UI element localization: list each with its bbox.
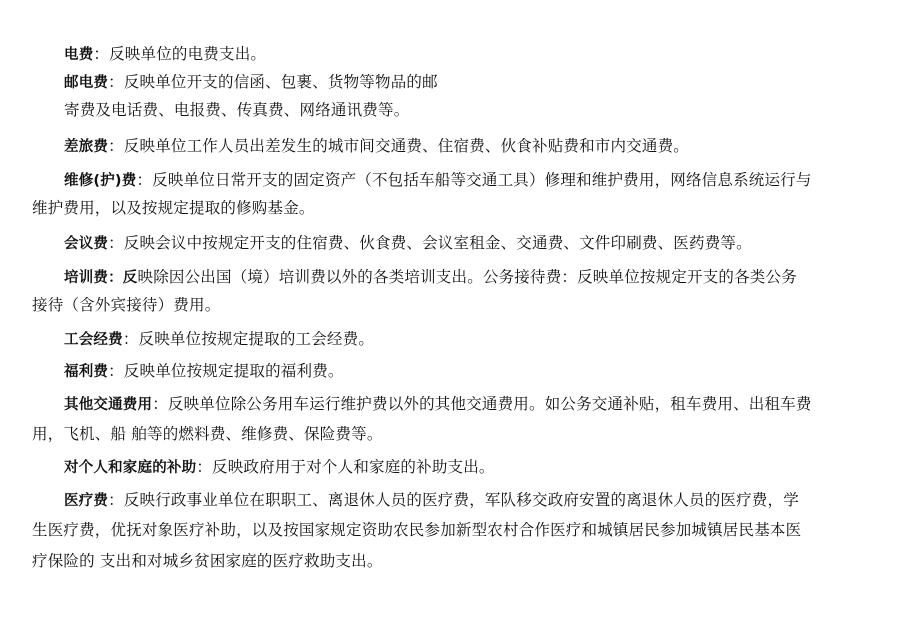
item-term: 维修(护)费 [64,173,137,189]
item-medical [64,490,799,511]
item-union [64,329,374,350]
item-desc: ：反映行政事业单位在职职工、离退休人员的医疗费，军队移交政府安置的离退休人员的医疗费，学 [108,491,799,509]
item-term: 会议费 [64,236,109,252]
item-meeting [64,233,752,254]
item-term: 其他交通费用 [64,397,153,413]
item-medical-cont: 生医疗费，优抚对象医疗补助，以及按国家规定资助农民参加新型农村合作医疗和城镇居民参加城镇居民基本医 [32,521,802,539]
item-term: 电费 [64,47,94,63]
item-desc: ：反映单位的电费支出。 [93,45,267,63]
item-term: 培训费：反 [64,270,138,286]
item-term: 差旅费 [64,139,109,155]
item-term: 医疗费 [64,493,109,509]
item-term: 福利费 [64,364,109,380]
item-training-cont: 接待（含外宾接待）费用。 [32,296,221,314]
item-medical-cont: 疗保险的 支出和对城乡贫困家庭的医疗救助支出。 [32,552,383,570]
item-desc: ：反映单位除公务用车运行维护费以外的其他交通费用。如公务交通补贴，租车费用、出租车费 [152,395,812,413]
item-maintenance-cont: 维护费用，以及按规定提取的修购基金。 [32,199,315,217]
item-electricity [64,44,266,65]
item-postal-cont: 寄费及电话费、电报费、传真费、网络通讯费等。 [64,101,410,119]
item-desc: ：反映单位按规定提取的工会经费。 [122,330,375,348]
item-term: 对个人和家庭的补助 [64,460,197,476]
item-welfare [64,361,344,382]
item-desc: ：反映会议中按规定开支的住宿费、伙食费、会议室租金、交通费、文件印刷费、医药费等。 [108,234,752,252]
item-desc: 映除因公出国（境）培训费以外的各类培训支出。公务接待费：反映单位按规定开支的各类公务 [137,268,797,286]
item-transport-cont: 用，飞机、船 舶等的燃料费、维修费、保险费等。 [32,425,383,443]
item-travel [64,136,689,157]
item-term: 邮电费 [64,75,109,91]
item-term: 工会经费 [64,332,123,348]
item-desc: ：反映政府用于对个人和家庭的补助支出。 [196,458,495,476]
item-postal [64,72,438,93]
item-transport [64,394,812,415]
item-subsidy [64,457,495,478]
item-desc: ：反映单位按规定提取的福利费。 [108,362,344,380]
item-desc: ：反映单位日常开支的固定资产（不包括车船等交通工具）修理和维护费用，网络信息系统运行与 [136,171,812,189]
item-desc: ：反映单位工作人员出差发生的城市间交通费、住宿费、伙食补贴费和市内交通费。 [108,137,690,155]
item-maintenance [64,170,812,191]
item-training [64,267,797,288]
item-desc: ：反映单位开支的信函、包裹、货物等物品的邮 [108,73,438,91]
